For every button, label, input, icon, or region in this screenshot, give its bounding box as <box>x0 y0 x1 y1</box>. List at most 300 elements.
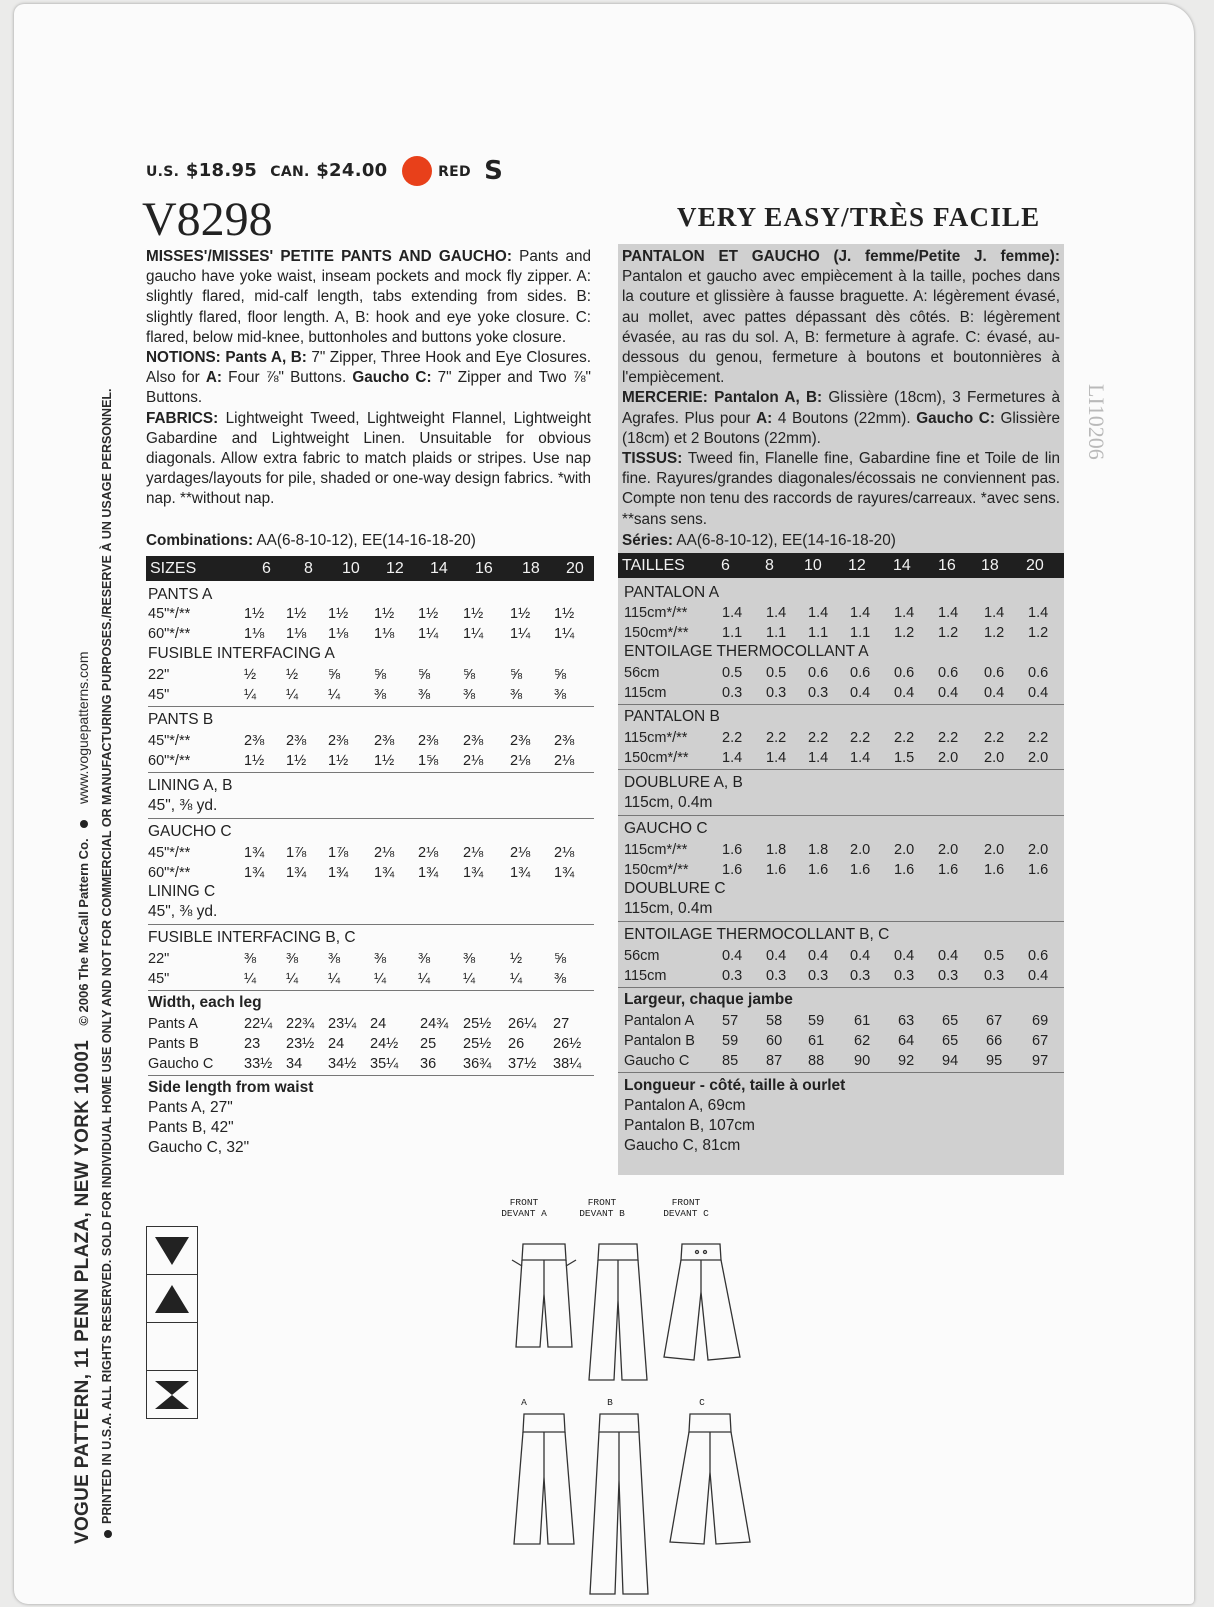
back-a-sketch <box>514 1414 574 1544</box>
cell-value: 1⅞ <box>328 845 349 861</box>
spine-copyright: © 2006 The McCall Pattern Co. <box>76 838 91 1026</box>
cell-value: 0.4 <box>722 948 743 964</box>
lining-c-value: 45", ⅜ yd. <box>148 903 218 920</box>
en-combos-label: Combinations: <box>146 532 254 549</box>
fr-size: 8 <box>765 557 774 574</box>
divider <box>618 704 1064 705</box>
cell-value: 1.6 <box>984 862 1005 878</box>
cell-value: ⅜ <box>286 951 299 967</box>
fr-combos-label: Séries: <box>622 532 674 549</box>
pants-b-title: PANTS B <box>148 711 214 728</box>
fr-notions-b: A: <box>756 409 773 427</box>
cell-value: 1.1 <box>808 625 829 641</box>
cell-value: 1.6 <box>850 862 871 878</box>
row-label: 45"*/** <box>148 845 191 861</box>
fr-size: 10 <box>804 557 822 574</box>
cell-value: 1½ <box>510 606 531 622</box>
longueur-a: Pantalon A, 69cm <box>624 1097 746 1114</box>
cell-value: 37½ <box>508 1056 537 1072</box>
fr-size: 16 <box>938 557 956 574</box>
cell-value: 1.6 <box>808 862 829 878</box>
cell-value: 1½ <box>286 606 307 622</box>
cell-value: 2⅛ <box>510 845 531 861</box>
cell-value: ⅝ <box>554 667 567 683</box>
side-length-a: Pants A, 27" <box>148 1099 233 1116</box>
side-length-c: Gaucho C, 32" <box>148 1139 250 1156</box>
front-c-sketch <box>664 1244 740 1360</box>
divider <box>618 815 1064 816</box>
cell-value: 1¾ <box>286 865 307 881</box>
cell-value: 2⅛ <box>463 753 484 769</box>
spine-notice-wrap <box>100 244 114 1544</box>
cell-value: 0.6 <box>808 665 829 681</box>
sketch-label-front-c: FRONT DEVANT C <box>663 1197 709 1219</box>
divider <box>148 772 594 773</box>
cell-value: 0.6 <box>894 665 915 681</box>
sketch-label-front-b: FRONT DEVANT B <box>579 1197 625 1219</box>
divider <box>148 818 594 819</box>
divider <box>148 924 594 925</box>
en-notions-text1: 7" Zipper, Three Hook and Eye Closures. Also for <box>146 349 591 387</box>
cell-value: 1.4 <box>894 605 915 621</box>
cell-value: 1⅞ <box>286 845 307 861</box>
divider <box>618 921 1064 922</box>
cell-value: 1¾ <box>554 865 575 881</box>
cell-value: 2⅛ <box>554 845 575 861</box>
symbol-legend <box>146 1226 198 1419</box>
cell-value: 1.4 <box>850 750 871 766</box>
row-label: 45" <box>148 687 170 703</box>
cell-value: 36 <box>420 1056 437 1072</box>
cell-value: 1.4 <box>808 605 829 621</box>
cell-value: 1.6 <box>894 862 915 878</box>
cell-value: 1.1 <box>766 625 787 641</box>
entoilage-a-title: ENTOILAGE THERMOCOLLANT A <box>624 643 869 660</box>
english-description <box>146 247 591 510</box>
cell-value: 1.1 <box>850 625 871 641</box>
cell-value: 1.4 <box>850 605 871 621</box>
can-price: $24.00 <box>316 160 388 181</box>
pants-sketches <box>494 1222 774 1602</box>
cell-value: 26½ <box>553 1036 582 1052</box>
fr-size: 6 <box>721 557 730 574</box>
cell-value: 61 <box>854 1013 871 1029</box>
cell-value: 1.4 <box>722 750 743 766</box>
cell-value: 1¾ <box>374 865 395 881</box>
cell-value: 0.6 <box>850 665 871 681</box>
cell-value: 1.4 <box>984 605 1005 621</box>
doublure-ab-title: DOUBLURE A, B <box>624 774 743 791</box>
lining-ab-title: LINING A, B <box>148 777 233 794</box>
triangle-down-icon <box>155 1237 189 1265</box>
cell-value: 85 <box>722 1053 739 1069</box>
fusible-a-title: FUSIBLE INTERFACING A <box>148 645 335 662</box>
cell-value: ⅝ <box>554 951 567 967</box>
cell-value: 36¾ <box>463 1056 492 1072</box>
cell-value: ⅜ <box>463 951 476 967</box>
size-letter: S <box>484 156 504 186</box>
fr-notions-text2: 4 Boutons (22mm). <box>772 409 917 427</box>
en-desc-title: MISSES'/MISSES' PETITE PANTS AND GAUCHO: <box>146 248 512 265</box>
fr-size: 14 <box>893 557 911 574</box>
cell-value: 1.4 <box>1028 605 1049 621</box>
cell-value: 69 <box>1032 1013 1049 1029</box>
cell-value: 1.2 <box>984 625 1005 641</box>
cell-value: 0.3 <box>938 968 959 984</box>
cell-value: 0.3 <box>766 968 787 984</box>
cell-value: 0.3 <box>722 685 743 701</box>
en-header-label: SIZES <box>150 560 197 577</box>
en-size: 6 <box>262 560 271 577</box>
cell-value: 0.4 <box>850 685 871 701</box>
cell-value: ⅜ <box>374 951 387 967</box>
fr-fabrics-title: TISSUS: <box>622 450 683 468</box>
cell-value: ¼ <box>463 971 476 987</box>
pattern-envelope-back <box>14 4 1194 1604</box>
cell-value: ⅝ <box>374 667 387 683</box>
cell-value: 0.3 <box>766 685 787 701</box>
fr-notions-title: MERCERIE: <box>622 389 708 407</box>
divider <box>148 706 594 707</box>
cell-value: 58 <box>766 1013 783 1029</box>
fr-desc-text: Pantalon et gaucho avec empiècement à la taille, poches dans la couture et glissière à fausse braguette. A: légèrement évasé, au mollet, avec pattes dépassant dès côtés. B: légèrement évasée, au ras du sol. A, B: fermeture à agrafe. C: évasé, au-dessous du genou, fermeture à boutons et boutonnières à l'empiècement. <box>622 268 1060 387</box>
cell-value: 0.4 <box>894 948 915 964</box>
row-label: 22" <box>148 667 170 683</box>
cell-value: 1¾ <box>328 865 349 881</box>
cell-value: 2⅛ <box>374 845 395 861</box>
row-label: 22" <box>148 951 170 967</box>
fr-fabrics-text: Tweed fin, Flanelle fine, Gabardine fine et Toile de lin fine. Rayures/grandes diagonales/écossais ne conviennent pas. Compte non tenu des raccords de rayures/carreaux. *avec sens. **sans sens. <box>622 450 1060 528</box>
cell-value: ¼ <box>286 971 299 987</box>
cell-value: 95 <box>986 1053 1003 1069</box>
cell-value: ⅜ <box>374 687 387 703</box>
cell-value: ⅝ <box>510 667 523 683</box>
lining-c-title: LINING C <box>148 883 216 900</box>
cell-value: 34 <box>286 1056 303 1072</box>
cell-value: 0.3 <box>808 685 829 701</box>
row-label: 115cm <box>624 968 667 984</box>
cell-value: 92 <box>898 1053 915 1069</box>
cell-value: 22¾ <box>286 1016 315 1032</box>
cell-value: ⅜ <box>463 687 476 703</box>
cell-value: 24 <box>328 1036 345 1052</box>
cell-value: 2.0 <box>850 842 871 858</box>
cell-value: 1½ <box>286 753 307 769</box>
cell-value: ⅜ <box>418 687 431 703</box>
row-label: 60"*/** <box>148 753 191 769</box>
en-notions-b: A: <box>205 369 223 387</box>
row-label: Pants A <box>148 1016 198 1032</box>
cell-value: 1¼ <box>510 626 531 642</box>
sketch-label-back-b: B <box>607 1397 613 1408</box>
cell-value: 1¼ <box>554 626 575 642</box>
cell-value: 1.6 <box>938 862 959 878</box>
cell-value: 1½ <box>328 753 349 769</box>
cell-value: 25½ <box>463 1036 492 1052</box>
cell-value: 60 <box>766 1033 783 1049</box>
en-size: 12 <box>386 560 404 577</box>
cell-value: 63 <box>898 1013 915 1029</box>
cell-value: 1.4 <box>938 605 959 621</box>
back-b-sketch <box>590 1414 648 1594</box>
cell-value: 1.2 <box>1028 625 1049 641</box>
cell-value: 2⅛ <box>418 845 439 861</box>
cell-value: ⅝ <box>328 667 341 683</box>
cell-value: 2⅜ <box>374 733 395 749</box>
cell-value: 1.4 <box>808 750 829 766</box>
cell-value: 65 <box>942 1013 959 1029</box>
row-label: 150cm*/** <box>624 862 689 878</box>
cell-value: 65 <box>942 1033 959 1049</box>
cell-value: 2⅜ <box>244 733 265 749</box>
difficulty: VERY EASY/TRÈS FACILE <box>677 202 1041 232</box>
cell-value: 1.1 <box>722 625 743 641</box>
longueur-b: Pantalon B, 107cm <box>624 1117 755 1134</box>
cell-value: 23¼ <box>328 1016 357 1032</box>
cell-value: ¼ <box>286 687 299 703</box>
row-label: 60"*/** <box>148 626 191 642</box>
cell-value: 2⅜ <box>510 733 531 749</box>
fr-header-label: TAILLES <box>622 557 685 574</box>
cell-value: 2⅜ <box>328 733 349 749</box>
cell-value: ⅜ <box>554 971 567 987</box>
cell-value: ⅜ <box>554 687 567 703</box>
row-label: 56cm <box>624 948 660 964</box>
pantalon-b-title: PANTALON B <box>624 708 720 725</box>
pants-a-title: PANTS A <box>148 586 213 603</box>
fr-combos <box>622 532 896 550</box>
cell-value: 1.4 <box>766 750 787 766</box>
cell-value: 1¼ <box>463 626 484 642</box>
cell-value: 90 <box>854 1053 871 1069</box>
us-price: $18.95 <box>185 160 258 181</box>
cell-value: 2.2 <box>766 730 787 746</box>
divider <box>618 1072 1064 1073</box>
cell-value: 2.2 <box>850 730 871 746</box>
cell-value: 94 <box>942 1053 959 1069</box>
cell-value: 1⅛ <box>328 626 349 642</box>
cell-value: 87 <box>766 1053 783 1069</box>
cell-value: 0.5 <box>722 665 743 681</box>
cell-value: 1⅛ <box>244 626 265 642</box>
en-size: 18 <box>522 560 540 577</box>
cell-value: 2.0 <box>938 750 959 766</box>
fr-notions-a: Pantalon A, B: <box>714 389 823 407</box>
en-notions-a: Pants A, B: <box>225 349 307 367</box>
cell-value: ⅝ <box>418 667 431 683</box>
cell-value: ¼ <box>244 971 257 987</box>
can-label: CAN. <box>270 164 310 180</box>
cell-value: 2.2 <box>938 730 959 746</box>
cell-value: 1.5 <box>894 750 915 766</box>
cell-value: 2⅜ <box>418 733 439 749</box>
en-size: 14 <box>430 560 448 577</box>
cell-value: 0.3 <box>722 968 743 984</box>
price-line <box>146 156 503 186</box>
fr-combos-text: AA(6-8-10-12), EE(14-16-18-20) <box>673 532 896 549</box>
row-label: 45"*/** <box>148 733 191 749</box>
cell-value: 2.2 <box>984 730 1005 746</box>
fr-notions-c: Gaucho C: <box>916 409 995 427</box>
en-notions-c: Gaucho C: <box>352 369 432 387</box>
cell-value: 0.4 <box>808 948 829 964</box>
row-label: Gaucho C <box>148 1056 214 1072</box>
cell-value: 27 <box>553 1016 570 1032</box>
row-label: 150cm*/** <box>624 625 689 641</box>
cell-value: 2.2 <box>808 730 829 746</box>
french-description <box>622 247 1060 530</box>
cell-value: 59 <box>722 1033 739 1049</box>
cell-value: 2.2 <box>722 730 743 746</box>
back-c-sketch <box>670 1414 750 1544</box>
spine-text <box>72 244 94 1544</box>
front-b-sketch <box>589 1244 647 1380</box>
cell-value: ¼ <box>374 971 387 987</box>
cell-value: 67 <box>986 1013 1003 1029</box>
cell-value: 1⅛ <box>286 626 307 642</box>
longueur-title: Longueur - côté, taille à ourlet <box>624 1077 846 1094</box>
cell-value: 2⅜ <box>554 733 575 749</box>
cell-value: 26¼ <box>508 1016 537 1032</box>
cell-value: 64 <box>898 1033 915 1049</box>
spine-url: www.voguepatterns.com <box>75 651 91 805</box>
largeur-title: Largeur, chaque jambe <box>624 991 793 1008</box>
cell-value: 0.4 <box>938 948 959 964</box>
cell-value: 24 <box>370 1016 387 1032</box>
cell-value: 0.3 <box>808 968 829 984</box>
cell-value: 1½ <box>374 753 395 769</box>
fr-size: 20 <box>1026 557 1044 574</box>
longueur-c: Gaucho C, 81cm <box>624 1137 741 1154</box>
divider <box>148 1075 594 1076</box>
cell-value: 66 <box>986 1033 1003 1049</box>
en-notions-title: NOTIONS: <box>146 349 221 367</box>
cell-value: 26 <box>508 1036 525 1052</box>
cell-value: 1¾ <box>244 865 265 881</box>
en-notions-text3: 7" Zipper and Two ⅞" Buttons. <box>146 369 591 407</box>
cell-value: 59 <box>808 1013 825 1029</box>
cell-value: 88 <box>808 1053 825 1069</box>
cell-value: 1.6 <box>722 862 743 878</box>
sketch-label-front-a: FRONT DEVANT A <box>501 1197 547 1219</box>
en-size: 20 <box>566 560 584 577</box>
fr-size-header <box>618 553 1064 578</box>
doublure-c-value: 115cm, 0.4m <box>624 900 713 917</box>
cell-value: 1¼ <box>418 626 439 642</box>
en-combos-text: AA(6-8-10-12), EE(14-16-18-20) <box>253 532 476 549</box>
cell-value: 1.4 <box>766 605 787 621</box>
fr-notions-text1: Glissière (18cm), 3 Fermetures à Agrafes. Plus pour <box>622 389 1060 427</box>
row-label: 45" <box>148 971 170 987</box>
cell-value: 0.4 <box>984 685 1005 701</box>
cell-value: 0.3 <box>850 968 871 984</box>
cell-value: 34½ <box>328 1056 357 1072</box>
pattern-number: V8298 <box>142 193 273 246</box>
fr-desc-title: PANTALON ET GAUCHO (J. femme/Petite J. femme): <box>622 248 1060 265</box>
cell-value: ½ <box>244 667 257 683</box>
cell-value: 1.2 <box>938 625 959 641</box>
en-notions-text2: Four ⅞" Buttons. <box>222 369 353 387</box>
row-label: 45"*/** <box>148 606 191 622</box>
cell-value: 38¼ <box>553 1056 582 1072</box>
bullet-icon <box>80 820 88 828</box>
row-label: 115cm*/** <box>624 842 688 858</box>
cell-value: 2⅛ <box>463 845 484 861</box>
cell-value: 24¾ <box>420 1016 449 1032</box>
cell-value: 61 <box>808 1033 825 1049</box>
divider <box>618 987 1064 988</box>
width-title: Width, each leg <box>148 994 262 1011</box>
cell-value: 1.2 <box>894 625 915 641</box>
cell-value: 1.6 <box>766 862 787 878</box>
cell-value: ½ <box>510 951 523 967</box>
cell-value: 0.3 <box>984 968 1005 984</box>
fr-notions-text3: Glissière (18cm) et 2 Boutons (22mm). <box>622 409 1061 447</box>
row-label: Pantalon A <box>624 1013 695 1029</box>
stamp: LI10206 <box>1084 384 1109 460</box>
cell-value: 1.6 <box>1028 862 1049 878</box>
side-length-title: Side length from waist <box>148 1079 314 1096</box>
cell-value: ⅜ <box>328 951 341 967</box>
cell-value: 0.4 <box>938 685 959 701</box>
cell-value: ¼ <box>510 971 523 987</box>
en-size: 10 <box>342 560 360 577</box>
cell-value: 57 <box>722 1013 739 1029</box>
cell-value: 67 <box>1032 1033 1049 1049</box>
sketch-label-back-a: A <box>521 1397 527 1408</box>
cell-value: 24½ <box>370 1036 399 1052</box>
cell-value: ⅜ <box>244 951 257 967</box>
cell-value: 1.4 <box>722 605 743 621</box>
cell-value: 0.5 <box>984 948 1005 964</box>
sketch-label-back-c: C <box>699 1397 705 1408</box>
cell-value: ¼ <box>244 687 257 703</box>
cell-value: 1½ <box>463 606 484 622</box>
cell-value: 1½ <box>244 606 265 622</box>
row-label: 115cm*/** <box>624 730 688 746</box>
lining-ab-value: 45", ⅜ yd. <box>148 797 218 814</box>
row-label: Gaucho C <box>624 1053 690 1069</box>
color-label: RED <box>438 164 471 180</box>
row-label: Pantalon B <box>624 1033 695 1049</box>
spine-notice: PRINTED IN U.S.A. ALL RIGHTS RESERVED. SOLD FOR INDIVIDUAL HOME USE ONLY AND NOT FOR COMMERCIAL OR MANUFACTURING PURPOSES./RESERVE À UN USAGE PERSONNEL. <box>100 388 114 1524</box>
cell-value: 0.3 <box>894 968 915 984</box>
en-combos <box>146 532 476 550</box>
cell-value: 2.0 <box>984 750 1005 766</box>
cell-value: 0.4 <box>850 948 871 964</box>
cell-value: ⅜ <box>418 951 431 967</box>
en-fabrics-title: FABRICS: <box>146 409 219 427</box>
cell-value: ⅝ <box>463 667 476 683</box>
cell-value: 33½ <box>244 1056 273 1072</box>
gaucho-c-title: GAUCHO C <box>148 823 232 840</box>
row-label: Pants B <box>148 1036 199 1052</box>
cell-value: ⅜ <box>510 687 523 703</box>
cell-value: 35¼ <box>370 1056 399 1072</box>
row-label: 56cm <box>624 665 660 681</box>
cell-value: 0.6 <box>1028 948 1049 964</box>
en-size: 8 <box>304 560 313 577</box>
en-fabrics-text: Lightweight Tweed, Lightweight Flannel, Lightweight Gabardine and Lightweight Linen. Unsuitable for obvious diagonals. Allow extra fabric to match plaids or stripes. Use nap yardages/layouts for pile, shaded or one-way design fabrics. *with nap. **without nap. <box>146 409 591 508</box>
fr-size: 18 <box>981 557 999 574</box>
cell-value: 2.2 <box>894 730 915 746</box>
en-size: 16 <box>475 560 493 577</box>
cell-value: 2.0 <box>984 842 1005 858</box>
divider <box>618 769 1064 770</box>
row-label: 115cm*/** <box>624 605 688 621</box>
cell-value: 2⅜ <box>286 733 307 749</box>
front-a-sketch <box>512 1244 576 1347</box>
